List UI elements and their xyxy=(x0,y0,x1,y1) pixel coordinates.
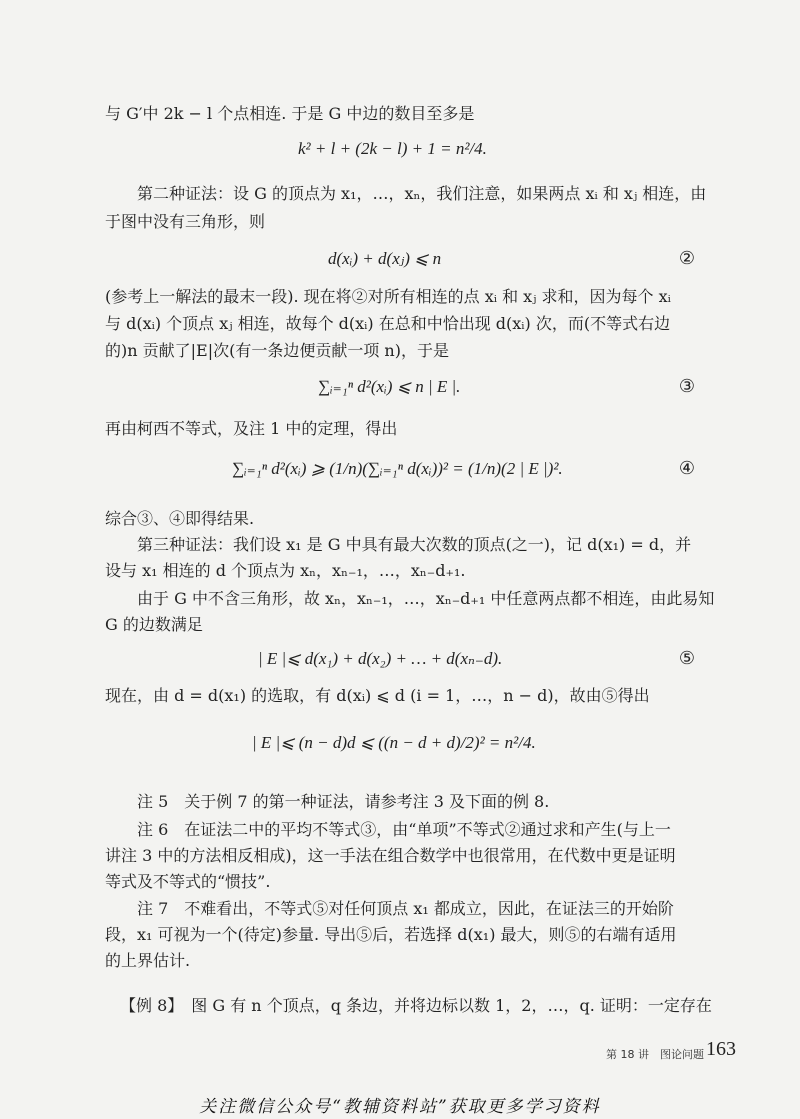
text-line: 第三种证法：我们设 x₁ 是 G 中具有最大次数的顶点(之一)，记 d(x₁) = d，并 xyxy=(137,535,692,554)
text-line: 由于 G 中不含三角形，故 xₙ，xₙ₋₁，…，xₙ₋d₊₁ 中任意两点都不相连，由此易知 xyxy=(137,589,715,608)
text-line: G 的边数满足 xyxy=(105,615,203,634)
text-line: 于图中没有三角形，则 xyxy=(105,212,266,231)
equation-number: ④ xyxy=(678,458,695,479)
text-line: 段，x₁ 可视为一个(待定)参量. 导出⑤后，若选择 d(x₁) 最大，则⑤的右端有适用 xyxy=(105,925,677,944)
equation-number: ⑤ xyxy=(678,648,695,669)
text-line: 的)n 贡献了|E|次(有一条边便贡献一项 n)，于是 xyxy=(105,341,449,360)
text-line: 综合③、④即得结果. xyxy=(105,509,255,528)
text-line: (参考上一解法的最末一段). 现在将②对所有相连的点 xᵢ 和 xⱼ 求和，因为每个 xᵢ xyxy=(105,287,671,306)
note-6: 注 6 在证法二中的平均不等式③，由“单项”不等式②通过求和产生(与上一 xyxy=(137,820,671,839)
equation-number: ③ xyxy=(678,376,695,397)
text-line: 现在，由 d = d(x₁) 的选取，有 d(xᵢ) ⩽ d (i = 1，…，n − d)，故由⑤得出 xyxy=(105,686,650,705)
equation-number: ② xyxy=(678,248,695,269)
equation-5: | E |⩽ d(x₁) + d(x₂) + … + d(xₙ₋d). xyxy=(258,649,503,668)
equation-3: ∑ᵢ₌₁ⁿ d²(xᵢ) ⩽ n | E |. xyxy=(318,377,461,396)
equation-1: k² + l + (2k − l) + 1 = n²/4. xyxy=(298,139,487,158)
watermark-text: 关注微信公众号“教辅资料站”获取更多学习资料 xyxy=(199,1097,601,1117)
text-line: 讲注 3 中的方法相反相成)，这一手法在组合数学中也很常用，在代数中更是证明 xyxy=(105,846,676,865)
text-line: 等式及不等式的“惯技”. xyxy=(105,872,271,891)
text-line: 的上界估计. xyxy=(105,951,191,970)
text-line: 设与 x₁ 相连的 d 个顶点为 xₙ，xₙ₋₁，…，xₙ₋d₊₁. xyxy=(105,561,466,580)
equation-6: | E |⩽ (n − d)d ⩽ ((n − d + d)/2)² = n²/4. xyxy=(252,733,536,752)
text-line: 再由柯西不等式，及注 1 中的定理，得出 xyxy=(105,419,398,438)
text-line: 第二种证法：设 G 的顶点为 x₁，…，xₙ，我们注意，如果两点 xᵢ 和 xⱼ 相连，由 xyxy=(137,184,707,203)
equation-4: ∑ᵢ₌₁ⁿ d²(xᵢ) ⩾ (1/n)(∑ᵢ₌₁ⁿ d(xᵢ))² = (1/n)(2 | E |)². xyxy=(232,459,563,478)
equation-2: d(xᵢ) + d(xⱼ) ⩽ n xyxy=(328,249,442,268)
chapter-label: 第 18 讲 图论问题 xyxy=(606,1048,704,1061)
note-5: 注 5 关于例 7 的第一种证法，请参考注 3 及下面的例 8. xyxy=(137,792,550,811)
page-number: 163 xyxy=(706,1038,736,1060)
example-8: 【例 8】 图 G 有 n 个顶点，q 条边，并将边标以数 1，2，…，q. 证明：一定存在 xyxy=(120,996,712,1015)
text-line: 与 G′中 2k − l 个点相连. 于是 G 中边的数目至多是 xyxy=(105,104,475,123)
text-line: 与 d(xᵢ) 个顶点 xⱼ 相连，故每个 d(xᵢ) 在总和中恰出现 d(xᵢ) 次，而(不等式右边 xyxy=(105,314,671,333)
note-7: 注 7 不难看出，不等式⑤对任何顶点 x₁ 都成立，因此，在证法三的开始阶 xyxy=(137,899,674,918)
